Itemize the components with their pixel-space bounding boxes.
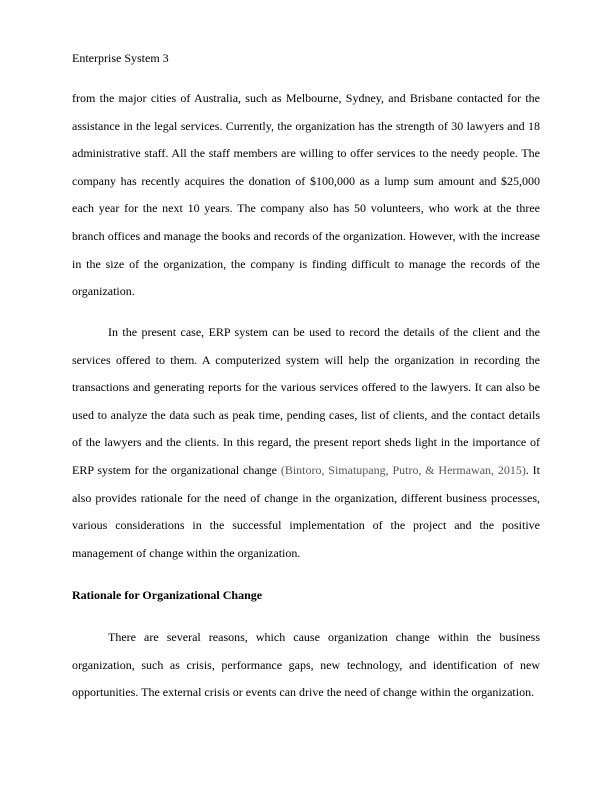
running-header: Enterprise System 3 bbox=[72, 51, 169, 65]
paragraph-erp-system bbox=[72, 319, 540, 567]
citation-bintoro: (Bintoro, Simatupang, Putro, & Hermawan, 2015) bbox=[280, 462, 526, 477]
section-heading: Rationale for Organizational Change bbox=[72, 588, 263, 602]
paragraph-rationale: There are several reasons, which cause organization change within the business organization, such as crisis, performance gaps, new technology, and identification of new opportunities. The external crisis or events can drive the need of change within the organization. bbox=[72, 630, 540, 700]
paragraph-erp-text-after: . It also provides rationale for the need of change in the organization, different business processes, various considerations in the successful implementation of the project and the positive management of change within the organization. bbox=[72, 462, 541, 560]
paragraph-erp-text-before: In the present case, ERP system can be used to record the details of the client and the services offered to them. A computerized system will help the organization in recording the transactions and generating reports for the various services offered to the lawyers. It can also be used to analyze the data such as peak time, pending cases, list of clients, and the contact details of the lawyers and the clients. In this regard, the present report sheds light in the importance of ERP system for the organizational change bbox=[72, 325, 540, 477]
paragraph-intro-continued: from the major cities of Australia, such as Melbourne, Sydney, and Brisbane contacted for the assistance in the legal services. Currently, the organization has the strength of 30 lawyers and 18 administrative staff. All the staff members are willing to offer services to the needy people. The company has recently acquires the donation of $100,000 as a lump sum amount and $25,000 each year for the next 10 years. The company also has 50 volunteers, who work at the three branch offices and manage the books and records of the organization. However, with the increase in the size of the organization, the company is finding difficult to manage the records of the organization. bbox=[72, 91, 540, 299]
